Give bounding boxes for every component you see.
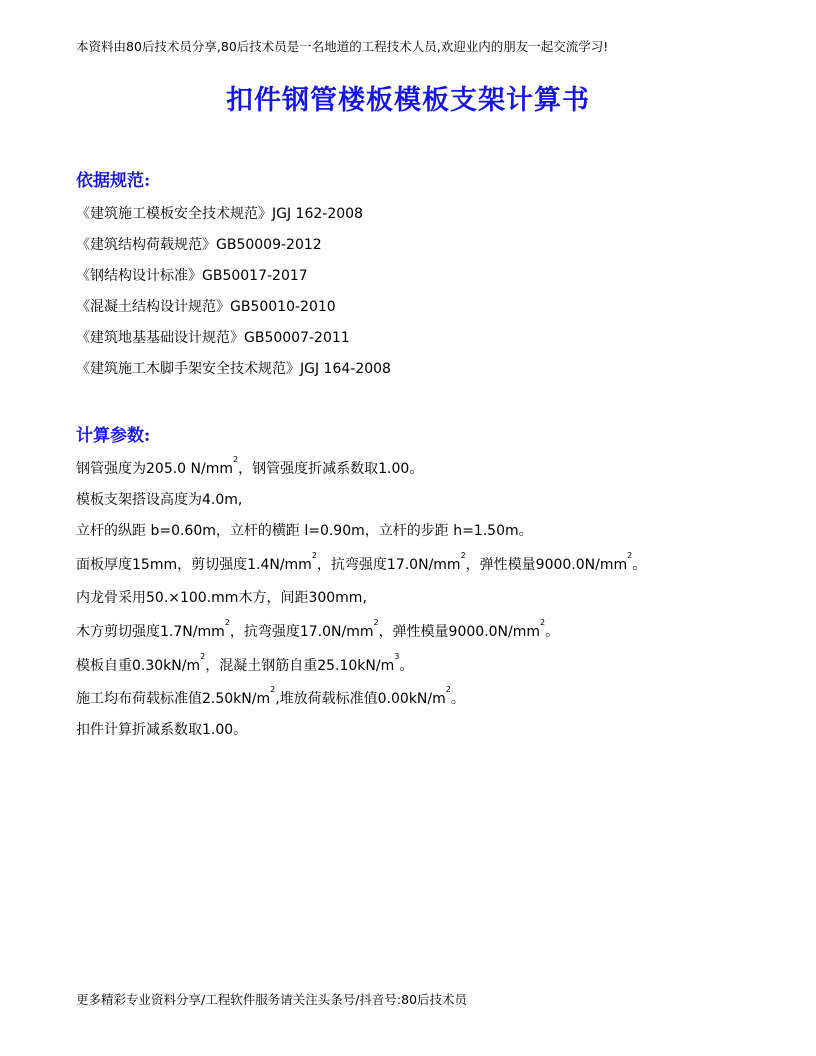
param-panel [76,551,647,574]
params-heading: 计算参数: [76,426,151,446]
standard-item: 《混凝土结构设计规范》GB50010-2010 [76,299,336,315]
superscript: 2 [460,551,466,560]
param-text: ，混凝土钢筋自重25.10kN/m [205,658,395,674]
param-text: ，弹性模量9000.0N/mm [465,557,628,573]
param-text: 模板自重0.30kN/m [76,658,201,674]
superscript: 2 [627,551,633,560]
footer-note: 更多精彩专业资料分享/工程软件服务请关注头条号/抖音号:80后技术员 [76,992,468,1007]
param-inner-joist: 内龙骨采用50.×100.mm木方，间距300mm, [76,590,367,606]
param-text: 面板厚度15mm，剪切强度1.4N/mm [76,557,312,573]
superscript: 2 [540,618,546,627]
param-text: 。 [399,658,414,674]
superscript: 2 [270,685,276,694]
param-text: 。 [450,691,465,707]
param-text: 。 [545,624,560,640]
param-fastener-reduction: 扣件计算折减系数取1.00。 [76,722,248,738]
superscript: 2 [445,685,451,694]
standard-item: 《建筑地基基础设计规范》GB50007-2011 [76,330,350,346]
param-text: 。 [632,557,647,573]
superscript: 2 [311,551,317,560]
header-note: 本资料由80后技术员分享,80后技术员是一名地道的工程技术人员,欢迎业内的朋友一起交流学习! [76,39,609,54]
param-text: ，抗弯强度17.0N/mm [229,624,374,640]
param-timber-strength [76,618,560,641]
param-self-weight [76,652,414,675]
param-steel-strength [76,455,424,478]
param-construction-load [76,685,465,708]
standard-item: 《建筑施工模板安全技术规范》JGJ 162-2008 [76,206,363,222]
standards-heading: 依据规范: [76,171,151,191]
superscript: 3 [394,652,400,661]
param-support-height: 模板支架搭设高度为4.0m, [76,492,243,508]
superscript: 2 [224,618,230,627]
document-title: 扣件钢管楼板模板支架计算书 [226,85,590,116]
param-text: ,堆放荷载标准值0.00kN/m [275,691,446,707]
param-text: ，弹性模量9000.0N/mm [378,624,541,640]
param-text: 钢管强度为205.0 N/mm [76,461,233,477]
param-text: 木方剪切强度1.7N/mm [76,624,225,640]
param-pole-spacing: 立杆的纵距 b=0.60m，立杆的横距 l=0.90m，立杆的步距 h=1.50m。 [76,523,533,539]
standard-item: 《钢结构设计标准》GB50017-2017 [76,268,308,284]
superscript: 2 [233,455,239,464]
superscript: 2 [200,652,206,661]
standard-item: 《建筑结构荷载规范》GB50009-2012 [76,237,322,253]
superscript: 2 [373,618,379,627]
param-text: 施工均布荷载标准值2.50kN/m [76,691,271,707]
param-text: ，钢管强度折减系数取1.00。 [238,461,424,477]
param-text: ，抗弯强度17.0N/mm [316,557,461,573]
standard-item: 《建筑施工木脚手架安全技术规范》JGJ 164-2008 [76,361,391,377]
